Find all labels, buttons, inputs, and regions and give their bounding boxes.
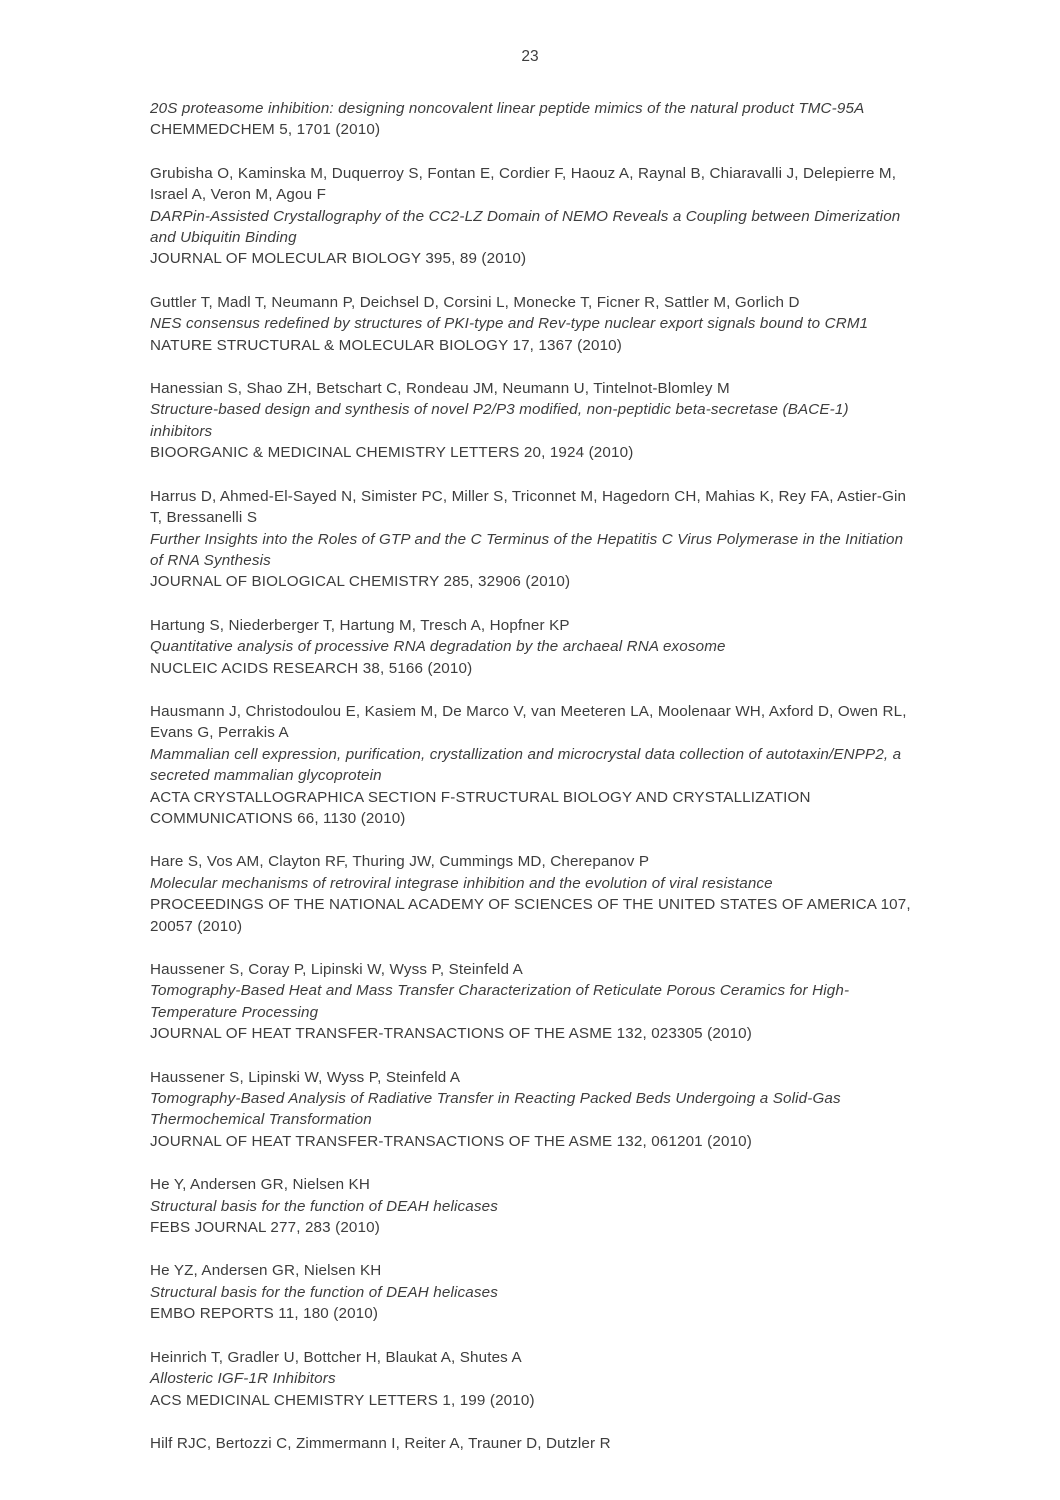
- entry-authors: Haussener S, Lipinski W, Wyss P, Steinfeld A: [150, 1068, 461, 1086]
- entry-source: NUCLEIC ACIDS RESEARCH 38, 5166 (2010): [150, 659, 473, 677]
- entry-source: JOURNAL OF HEAT TRANSFER-TRANSACTIONS OF THE ASME 132, 023305 (2010): [150, 1025, 752, 1043]
- entry-title: 20S proteasome inhibition: designing noncovalent linear peptide mimics of the natural product TMC-95A: [150, 100, 865, 117]
- bibliography-entry: [150, 292, 912, 356]
- bibliography-entry: [150, 98, 912, 141]
- entry-source: BIOORGANIC & MEDICINAL CHEMISTRY LETTERS 20, 1924 (2010): [150, 444, 634, 462]
- entry-source: CHEMMEDCHEM 5, 1701 (2010): [150, 121, 381, 139]
- entry-title: Tomography-Based Heat and Mass Transfer Characterization of Reticulate Porous Ceramics for High-Temperature Processing: [150, 982, 850, 1021]
- bibliography-entry: [150, 851, 916, 937]
- entry-title: Further Insights into the Roles of GTP and the C Terminus of the Hepatitis C Virus Polymerase in the Initiation of RNA Synthesis: [150, 530, 908, 569]
- entry-authors: Grubisha O, Kaminska M, Duquerroy S, Fontan E, Cordier F, Haouz A, Raynal B, Chiaravalli J, Delepierre M, Israel A, Veron M, Agou F: [150, 164, 901, 204]
- entry-title: Allosteric IGF-1R Inhibitors: [150, 1370, 336, 1388]
- entry-source: JOURNAL OF BIOLOGICAL CHEMISTRY 285, 32906 (2010): [150, 573, 571, 591]
- bibliography-entry: [150, 1260, 912, 1324]
- entry-source: FEBS JOURNAL 277, 283 (2010): [150, 1219, 380, 1237]
- entry-title: Structural basis for the function of DEAH helicases: [150, 1197, 498, 1215]
- bibliography-entry: [150, 378, 912, 464]
- entry-source: JOURNAL OF MOLECULAR BIOLOGY 395, 89 (2010): [150, 250, 527, 268]
- bibliography-entry: [150, 486, 912, 593]
- entry-authors: Haussener S, Coray P, Lipinski W, Wyss P, Steinfeld A: [150, 961, 523, 978]
- entry-authors: Hartung S, Niederberger T, Hartung M, Tresch A, Hopfner KP: [150, 616, 570, 634]
- bibliography-entry: [150, 959, 912, 1045]
- entry-authors: Harrus D, Ahmed-El-Sayed N, Simister PC, Miller S, Triconnet M, Hagedorn CH, Mahias K, Rey FA, Astier-Gin T, Bressanelli S: [150, 487, 911, 527]
- entry-title: Molecular mechanisms of retroviral integrase inhibition and the evolution of viral resistance: [150, 874, 773, 892]
- entry-authors: Hausmann J, Christodoulou E, Kasiem M, De Marco V, van Meeteren LA, Moolenaar WH, Axford D, Owen RL, Evans G, Perrakis A: [150, 702, 911, 742]
- entry-title: NES consensus redefined by structures of PKI-type and Rev-type nuclear export signals bound to CRM1: [150, 315, 869, 333]
- entry-authors: Guttler T, Madl T, Neumann P, Deichsel D, Corsini L, Monecke T, Ficner R, Sattler M, Gorlich D: [150, 293, 800, 311]
- entry-source: PROCEEDINGS OF THE NATIONAL ACADEMY OF SCIENCES OF THE UNITED STATES OF AMERICA 107, 20057 (2010): [150, 896, 916, 935]
- bibliography-entry: [150, 1174, 912, 1238]
- bibliography-entry: [150, 1433, 912, 1454]
- entry-authors: He Y, Andersen GR, Nielsen KH: [150, 1176, 370, 1194]
- bibliography-entry: [150, 615, 912, 679]
- bibliography-entry: [150, 1067, 912, 1153]
- bibliography-entry: [150, 701, 912, 829]
- entry-authors: He YZ, Andersen GR, Nielsen KH: [150, 1262, 382, 1280]
- entry-authors: Hilf RJC, Bertozzi C, Zimmermann I, Reiter A, Trauner D, Dutzler R: [150, 1434, 611, 1452]
- entry-source: ACS MEDICINAL CHEMISTRY LETTERS 1, 199 (2010): [150, 1391, 535, 1409]
- entry-authors: Heinrich T, Gradler U, Bottcher H, Blaukat A, Shutes A: [150, 1348, 522, 1366]
- entry-title: Quantitative analysis of processive RNA degradation by the archaeal RNA exosome: [150, 638, 726, 656]
- entry-authors: Hare S, Vos AM, Clayton RF, Thuring JW, Cummings MD, Cherepanov P: [150, 853, 650, 871]
- entry-title: Tomography-Based Analysis of Radiative Transfer in Reacting Packed Beds Undergoing a Solid-Gas Thermochemical Transformation: [150, 1090, 846, 1129]
- entry-title: Structural basis for the function of DEAH helicases: [150, 1283, 498, 1301]
- entry-source: NATURE STRUCTURAL & MOLECULAR BIOLOGY 17, 1367 (2010): [150, 336, 622, 354]
- entry-authors: Hanessian S, Shao ZH, Betschart C, Rondeau JM, Neumann U, Tintelnot-Blomley M: [150, 380, 730, 398]
- bibliography-entry: [150, 163, 912, 270]
- entry-source: JOURNAL OF HEAT TRANSFER-TRANSACTIONS OF THE ASME 132, 061201 (2010): [150, 1132, 752, 1150]
- bibliography-entry: [150, 1347, 912, 1411]
- entry-source: ACTA CRYSTALLOGRAPHICA SECTION F-STRUCTURAL BIOLOGY AND CRYSTALLIZATION COMMUNICATIONS 66, 1130 (2010): [150, 788, 815, 827]
- page-number: 23: [521, 48, 539, 65]
- entry-title: Structure-based design and synthesis of novel P2/P3 modified, non-peptidic beta-secretase (BACE-1) inhibitors: [150, 401, 854, 440]
- bibliography-list: [150, 98, 916, 1454]
- entry-title: Mammalian cell expression, purification, crystallization and microcrystal data collection of autotaxin/ENPP2, a secreted mammalian glycoprotein: [150, 745, 906, 785]
- entry-source: EMBO REPORTS 11, 180 (2010): [150, 1305, 379, 1323]
- entry-title: DARPin-Assisted Crystallography of the CC2-LZ Domain of NEMO Reveals a Coupling between Dimerization and Ubiquitin Binding: [150, 207, 905, 247]
